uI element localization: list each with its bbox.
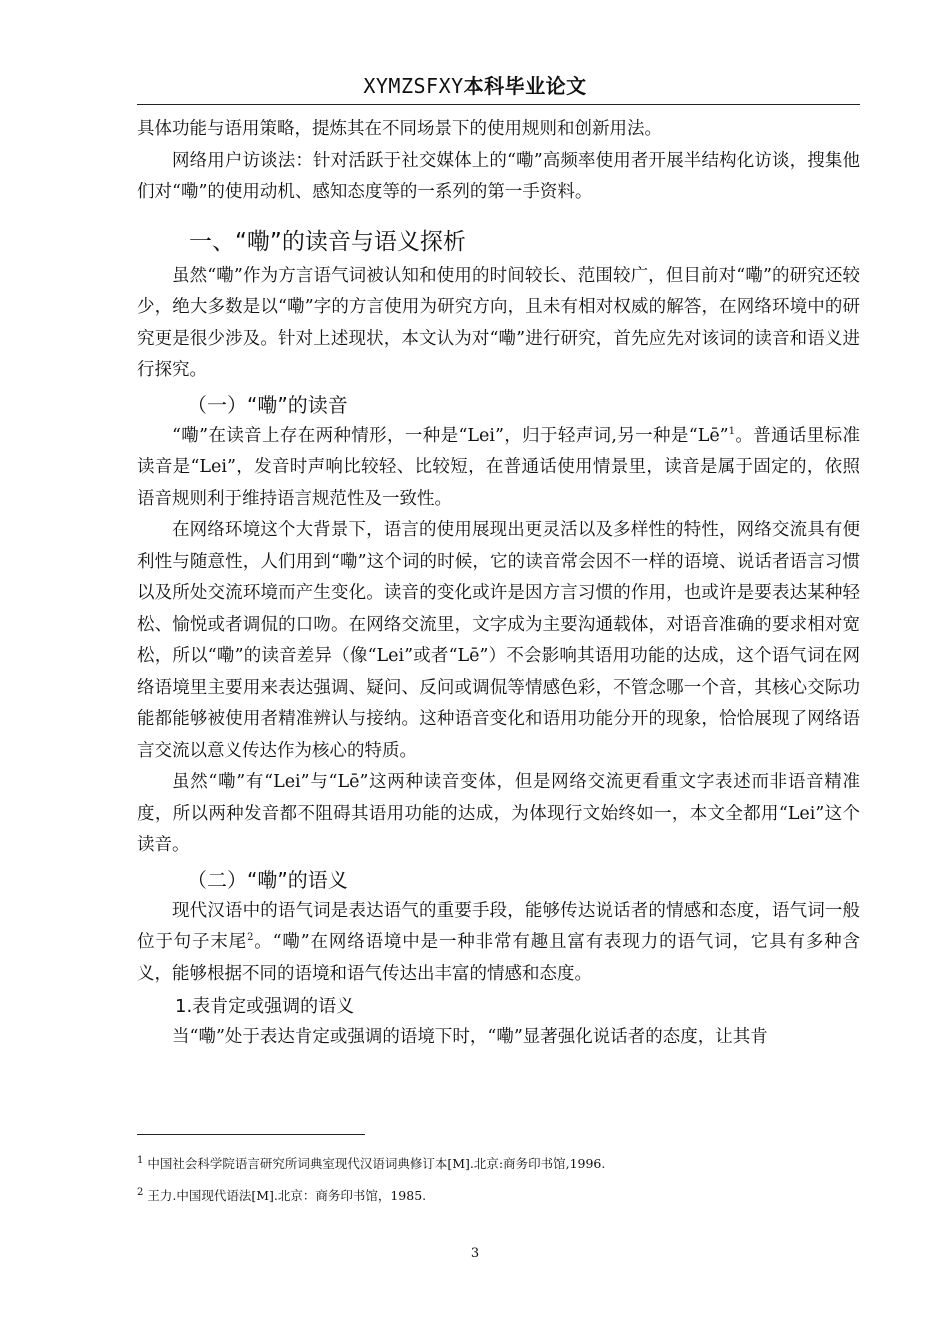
footnote — [137, 1186, 860, 1206]
paragraph: 虽然“嘞”有“Lei”与“Lē”这两种读音变体，但是网络交流更看重文字表述而非语音精准度，所以两种发音都不阻碍其语用功能的达成，为体现行文始终如一，本文全都用“Lei”这个读音。 — [137, 772, 860, 855]
footnote-number: 2 — [137, 1186, 144, 1198]
footnote-text: 中国社会科学院语言研究所词典室现代汉语词典修订本[M].北京:商务印书馆,1996. — [147, 1156, 606, 1171]
footnote — [137, 1154, 860, 1174]
footnote-ref[interactable]: 2 — [247, 932, 254, 944]
paragraph — [137, 896, 860, 991]
footnote-ref[interactable]: 1 — [728, 425, 736, 437]
paragraph: 具体功能与语用策略，提炼其在不同场景下的使用规则和创新用法。 — [137, 119, 662, 139]
footnote-number: 1 — [137, 1154, 144, 1166]
page-number: 3 — [470, 1246, 480, 1261]
paragraph: 网络用户访谈法：针对活跃于社交媒体上的“嘞”高频率使用者开展半结构化访谈，搜集他们对“嘞”的使用动机、感知态度等的一系列的第一手资料。 — [137, 150, 860, 202]
section-heading: 一、“嘞”的读音与语义探析 — [189, 228, 466, 255]
sub-subsection-heading: 1.表肯定或强调的语义 — [175, 996, 355, 1017]
subsection-heading: （二）“嘞”的语义 — [187, 867, 348, 892]
paragraph: 当“嘞”处于表达肯定或强调的语境下时，“嘞”显著强化说话者的态度，让其肯 — [172, 1027, 768, 1047]
footnote-text: 王力.中国现代语法[M].北京：商务印书馆，1985. — [147, 1188, 427, 1203]
paragraph-text: “嘞”在读音上存在两种情形，一种是“Lei”，归于轻声词,另一种是“Lē” — [172, 425, 729, 446]
subsection-heading: （一）“嘞”的读音 — [187, 392, 348, 417]
paragraph: 虽然“嘞”作为方言语气词被认知和使用的时间较长、范围较广，但目前对“嘞”的研究还较少，绝大多数是以“嘞”字的方言使用为研究方向，且未有相对权威的解答，在网络环境中的研究更是很少涉及。针对上述现状，本文认为对“嘞”进行研究，首先应先对该词的读音和语义进行探究。 — [137, 265, 860, 380]
paragraph: 在网络环境这个大背景下，语言的使用展现出更灵活以及多样性的特性，网络交流具有便利性与随意性，人们用到“嘞”这个词的时候，它的读音常会因不一样的语境、说话者语言习惯以及所处交流环境而产生变化。读音的变化或许是因方言习惯的作用，也或许是要表达某种轻松、愉悦或者调侃的口吻。在网络交流里，文字成为主要沟通载体，对语音准确的要求相对宽松，所以“嘞”的读音差异（像“Lei”或者“Lē”）不会影响其语用功能的达成，这个语气词在网络语境里主要用来表达强调、疑问、反问或调侃等情感色彩，不管念哪一个音，其核心交际功能都能够被使用者精准辨认与接纳。这种语音变化和语用功能分开的现象，恰恰展现了网络语言交流以意义传达作为核心的特质。 — [137, 520, 860, 761]
paragraph-text: 。普通话里标准读音是“Lei”，发音时声响比较轻、比较短，在普通话使用情景里，读音是属于固定的，依照语音规则利于维持语言规范性及一致性。 — [137, 425, 861, 509]
main-content — [137, 114, 860, 1054]
paragraph — [137, 421, 860, 516]
header-title: 本科毕业论文 — [463, 74, 587, 98]
paragraph-text: 。“嘞”在网络语境中是一种非常有趣且富有表现力的语气词，它具有多种含义，能够根据不同的语境和语气传达出丰富的情感和态度。 — [137, 932, 861, 984]
header-code: XYMZSFXY — [363, 74, 464, 98]
footnotes — [137, 1154, 860, 1218]
page-header — [0, 70, 950, 99]
paragraph-text: 现代汉语中的语气词是表达语气的重要手段，能够传达说话者的情感和态度，语气词一般位于句子末尾 — [137, 900, 860, 952]
header-divider — [137, 104, 860, 105]
footnote-divider — [137, 1134, 365, 1135]
